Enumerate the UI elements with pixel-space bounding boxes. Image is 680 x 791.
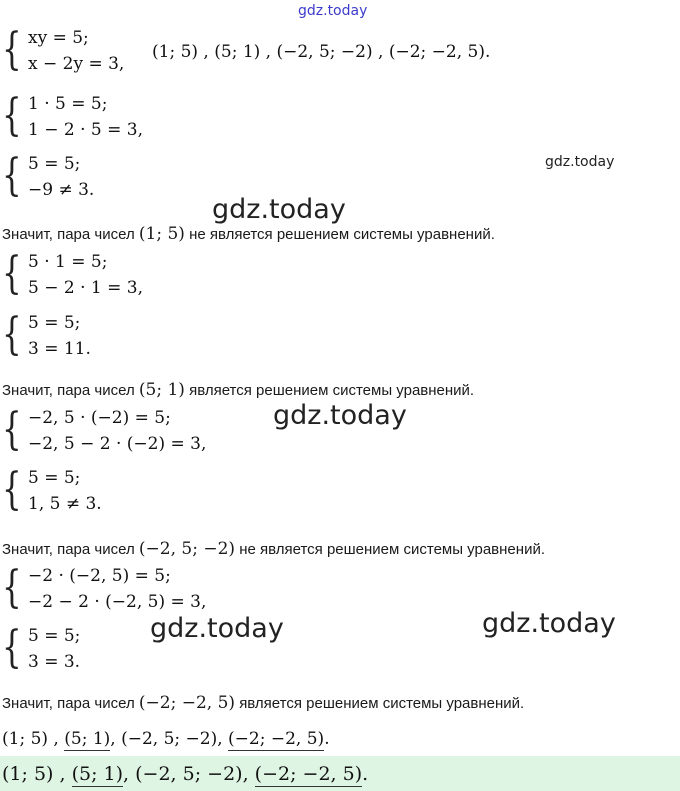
check2-b1: 5 = 5; xyxy=(28,313,81,333)
check1-a1: 1 · 5 = 5; xyxy=(28,94,108,114)
watermark: gdz.today xyxy=(273,400,407,431)
watermark: gdz.today xyxy=(212,194,346,225)
brace: { xyxy=(2,90,22,141)
conclusion-suffix: является решением системы уравнений. xyxy=(189,382,475,399)
check3-a2: −2, 5 − 2 · (−2) = 3, xyxy=(28,434,207,454)
watermark-top: gdz.today xyxy=(298,3,368,19)
check2-b2: 3 = 11. xyxy=(28,339,91,359)
conclusion-prefix: Значит, пара чисел xyxy=(2,226,135,243)
brace: { xyxy=(2,309,22,360)
conclusion-pair: (−2; −2, 5) xyxy=(138,693,236,713)
brace: { xyxy=(2,24,22,75)
check2-a2: 5 − 2 · 1 = 3, xyxy=(28,278,143,298)
conclusion-pair: (1; 5) xyxy=(138,224,185,244)
check1-b2: −9 ≠ 3. xyxy=(28,180,95,200)
check4-b2: 3 = 3. xyxy=(28,652,81,672)
brace: { xyxy=(2,562,22,613)
conclusion-suffix: не является решением системы уравнений. xyxy=(189,226,495,243)
conclusion-suffix: не является решением системы уравнений. xyxy=(239,541,545,558)
brace: { xyxy=(2,464,22,515)
pair: (−2, 5; −2) xyxy=(121,729,218,749)
candidate-pairs: (1; 5) , (5; 1) , (−2, 5; −2) , (−2; −2, 5). xyxy=(152,42,491,62)
conclusion-suffix: является решением системы уравнений. xyxy=(239,695,525,712)
check4-conclusion xyxy=(2,693,524,713)
check1-b1: 5 = 5; xyxy=(28,154,81,174)
check3-a1: −2, 5 · (−2) = 5; xyxy=(28,408,171,428)
check1-conclusion xyxy=(2,224,495,244)
pair: (1; 5) xyxy=(2,763,54,785)
conclusion-pair: (5; 1) xyxy=(138,380,185,400)
separator: , xyxy=(217,729,229,749)
check4-b1: 5 = 5; xyxy=(28,626,81,646)
separator: , xyxy=(242,763,255,785)
check3-b1: 5 = 5; xyxy=(28,468,81,488)
brace: { xyxy=(2,248,22,299)
conclusion-pair: (−2, 5; −2) xyxy=(138,539,236,559)
watermark: gdz.today xyxy=(150,613,284,644)
pair: (1; 5) xyxy=(2,729,49,749)
end-dot: . xyxy=(324,729,330,749)
pair: (−2, 5; −2) xyxy=(135,763,243,785)
pair-underlined: (5; 1) xyxy=(71,763,124,785)
separator: , xyxy=(123,763,136,785)
separator: , xyxy=(48,729,65,749)
check2-conclusion xyxy=(2,380,474,400)
check3-b2: 1, 5 ≠ 3. xyxy=(28,494,102,514)
pair-underlined: (5; 1) xyxy=(64,729,111,749)
check4-a2: −2 − 2 · (−2, 5) = 3, xyxy=(28,592,207,612)
conclusion-prefix: Значит, пара чисел xyxy=(2,695,135,712)
conclusion-prefix: Значит, пара чисел xyxy=(2,541,135,558)
separator: , xyxy=(53,763,72,785)
pair-underlined: (−2; −2, 5) xyxy=(254,763,363,785)
check2-a1: 5 · 1 = 5; xyxy=(28,252,108,272)
brace: { xyxy=(2,622,22,673)
end-dot: . xyxy=(362,763,369,785)
separator: , xyxy=(110,729,122,749)
watermark: gdz.today xyxy=(482,608,616,639)
check3-conclusion xyxy=(2,539,545,559)
watermark-small: gdz.today xyxy=(545,154,615,170)
check4-a1: −2 · (−2, 5) = 5; xyxy=(28,566,171,586)
brace: { xyxy=(2,150,22,201)
answer-pairs xyxy=(2,764,368,784)
pair-underlined: (−2; −2, 5) xyxy=(228,729,325,749)
brace: { xyxy=(2,404,22,455)
conclusion-prefix: Значит, пара чисел xyxy=(2,382,135,399)
check1-a2: 1 − 2 · 5 = 3, xyxy=(28,120,143,140)
problem-eq1: xy = 5; xyxy=(28,28,89,48)
recap-pairs xyxy=(2,729,330,749)
problem-eq2: x − 2y = 3, xyxy=(28,54,125,74)
